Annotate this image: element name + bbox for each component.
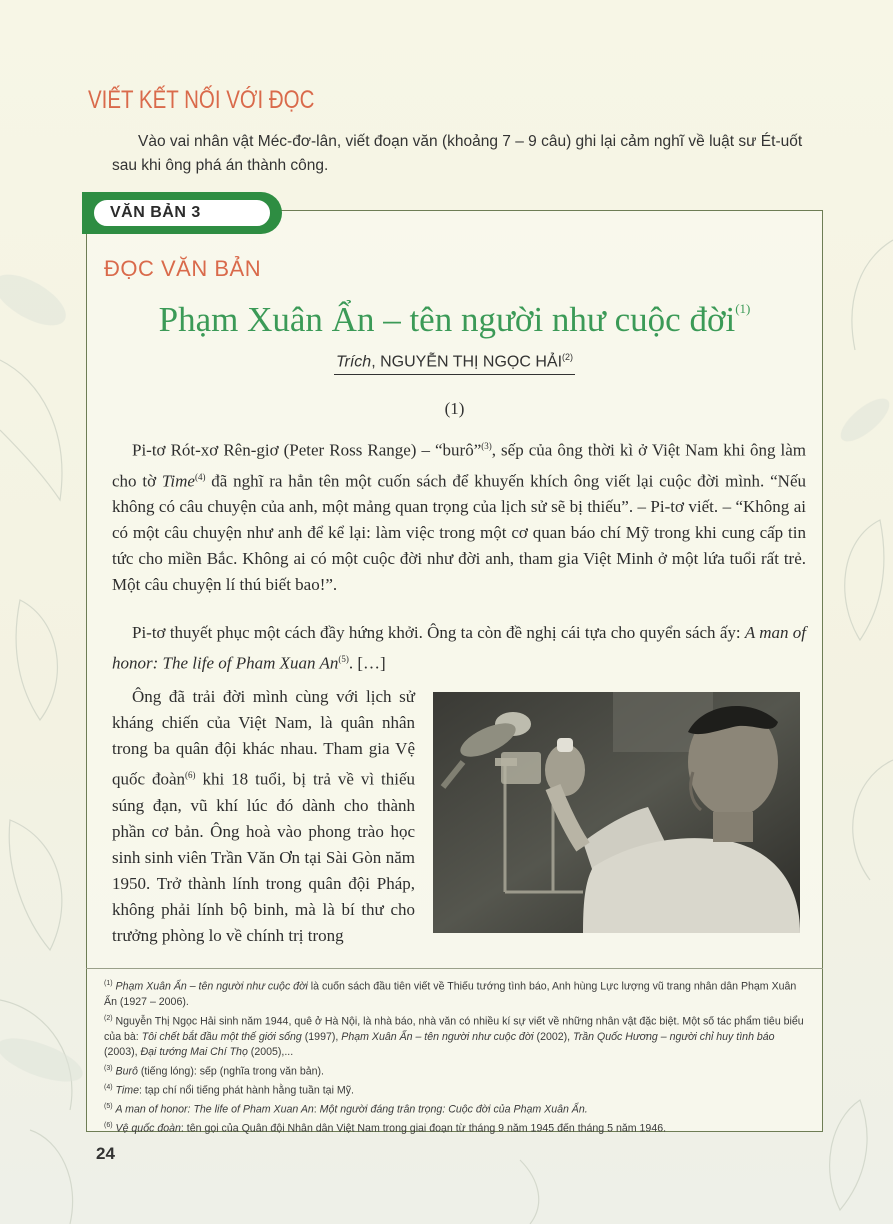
paragraph-1 — [112, 433, 806, 598]
footnote-text: (2003), — [104, 1046, 141, 1059]
portrait-photo — [433, 692, 800, 933]
reading-heading: ĐỌC VĂN BẢN — [104, 256, 262, 281]
footnote-text: Đại tướng Mai Chí Thọ — [140, 1046, 248, 1059]
footnote-item — [104, 976, 805, 1011]
footnote-text: : tạp chí nổi tiếng phát hành hằng tuần tại Mỹ. — [138, 1084, 354, 1097]
text-label-badge: VĂN BẢN 3 — [92, 198, 272, 228]
p2-text-b: . […] — [348, 653, 386, 673]
footnote-mark: (6) — [104, 1121, 113, 1129]
footnote-text: Time — [115, 1084, 139, 1097]
footnote-text: (tiếng lóng): sếp (nghĩa trong văn bản). — [137, 1065, 325, 1078]
footnote-text: Trần Quốc Hương – người chỉ huy tình báo — [573, 1030, 775, 1043]
footnote-text: Burô — [115, 1065, 138, 1078]
footnote-text: A man of honor: The life of Pham Xuan An — [115, 1103, 314, 1116]
footnotes — [86, 968, 823, 1137]
footnote-text: Phạm Xuân Ẩn – tên người như cuộc đời — [341, 1030, 534, 1043]
footnote-item — [104, 1080, 805, 1099]
footnote-text: Một người đáng trân trọng: Cuộc đời của Phạm Xuân Ẩn. — [319, 1103, 588, 1116]
byline-prefix: Trích — [335, 353, 372, 371]
footnote-mark: (5) — [104, 1102, 113, 1110]
footnote-text: (2005),... — [247, 1046, 294, 1059]
byline-footnote-mark: (2) — [562, 352, 574, 362]
p1-note-4: (4) — [194, 471, 206, 482]
section-heading: VIẾT KẾT NỐI VỚI ĐỌC — [88, 86, 315, 114]
title-text: Phạm Xuân Ẩn – tên người như cuộc đời — [158, 300, 736, 339]
footnote-item — [104, 1099, 805, 1118]
footnote-text: : tên gọi của Quân đội Nhân dân Việt Nam trong giai đoạn từ tháng 9 năm 1945 đến tháng 5 năm 1946. — [180, 1122, 667, 1135]
p1-time-title: Time — [161, 471, 195, 491]
p3-text-a: Ông đã trải đời mình cùng với lịch sử kháng chiến của Việt Nam, là quân nhân trong ba quân đội khác nhau. Tham gia Vệ quốc đoàn — [112, 687, 415, 789]
title-footnote-mark: (1) — [735, 301, 751, 316]
p2-text-a: Pi-tơ thuyết phục một cách đầy hứng khởi. Ông ta còn đề nghị cái tựa cho quyển sách ấy: — [132, 623, 745, 642]
part-number: (1) — [444, 399, 465, 418]
footnote-text: (2002), — [533, 1030, 574, 1043]
p1-note-3: (3) — [481, 441, 492, 451]
p1-text-b: , sếp của ông thời kì ở Việt Nam khi ông làm cho tờ — [112, 440, 806, 491]
byline — [86, 352, 823, 375]
p1-text-c: đã nghĩ ra hẳn tên một cuốn sách để khuyến khích ông viết lại cuộc đời mình. “Nếu không có câu chuyện của anh, một mảng quan trọng của lịch sử sẽ bị thiếu”. – Pi-tơ viết. – “Không ai có một câu chuyện như anh để kể lại: làm việc trong một cơ quan báo chí Mỹ trong khi cung cấp tin tức cho miền Bắc. Không ai có một cuộc đời như đời anh, tham gia Việt Minh ở một lứa tuổi rất trẻ. Một câu chuyện lí thú biết bao!”. — [112, 471, 806, 595]
footnote-text: : — [313, 1103, 320, 1116]
footnote-text: Tôi chết bắt đầu một thế giới sống — [141, 1030, 302, 1043]
footnote-item — [104, 1118, 805, 1137]
footnote-text: là cuốn sách đầu tiên viết về Thiếu tướng tình báo, Anh hùng Lực lượng vũ trang nhân dân Phạm Xuân Ẩn (1927 – 2006). — [104, 980, 797, 1009]
page-number: 24 — [96, 1144, 115, 1163]
paragraph-2 — [112, 620, 806, 677]
article-title — [86, 300, 823, 340]
footnote-text: Nguyễn Thị Ngọc Hải sinh năm 1944, quê ở Hà Nội, là nhà báo, nhà văn có nhiều kí sự viết về những nhân vật đặc biệt. Một số tác phẩm tiêu biểu của bà: — [104, 1015, 804, 1043]
footnote-mark: (3) — [104, 1064, 113, 1072]
footnote-mark: (2) — [104, 1014, 113, 1022]
writing-task-intro: Vào vai nhân vật Méc-đơ-lân, viết đoạn văn (khoảng 7 – 9 câu) ghi lại cảm nghĩ về luật sư Ét-uốt sau khi ông phá án thành công. — [112, 133, 803, 174]
footnote-item — [104, 1061, 805, 1080]
byline-author: , NGUYỄN THỊ NGỌC HẢI — [371, 353, 563, 371]
p2-note-5: (5) — [338, 654, 349, 664]
footnote-mark: (1) — [104, 980, 113, 987]
p1-text-a: Pi-tơ Rót-xơ Rên-giơ (Peter Ross Range) – “burô” — [132, 440, 482, 460]
p2-book-title: A man of honor: The life of Pham Xuan An — [112, 623, 807, 673]
paragraph-3 — [112, 684, 415, 949]
p3-note-6: (6) — [185, 770, 196, 780]
footnote-text: (1997), — [301, 1030, 342, 1043]
footnote-text: Phạm Xuân Ẩn – tên người như cuộc đời — [115, 980, 308, 993]
footnote-item — [104, 1011, 805, 1061]
footnote-text: Vệ quốc đoàn — [115, 1122, 181, 1135]
p3-text-b: khi 18 tuổi, bị trả về vì thiếu súng đạn, vũ khí lúc đó dành cho thành phần cơ bản. Ông hoà vào phong trào học sinh sinh viên Trần Văn Ơn tại Sài Gòn năm 1950. Trở thành lính trong quân đội Pháp, không phải lính bộ binh, mà là bí thư cho trưởng phòng lo về chính trị trong — [112, 769, 415, 945]
portrait-photo-illustration — [433, 692, 800, 933]
footnote-mark: (4) — [104, 1083, 113, 1091]
